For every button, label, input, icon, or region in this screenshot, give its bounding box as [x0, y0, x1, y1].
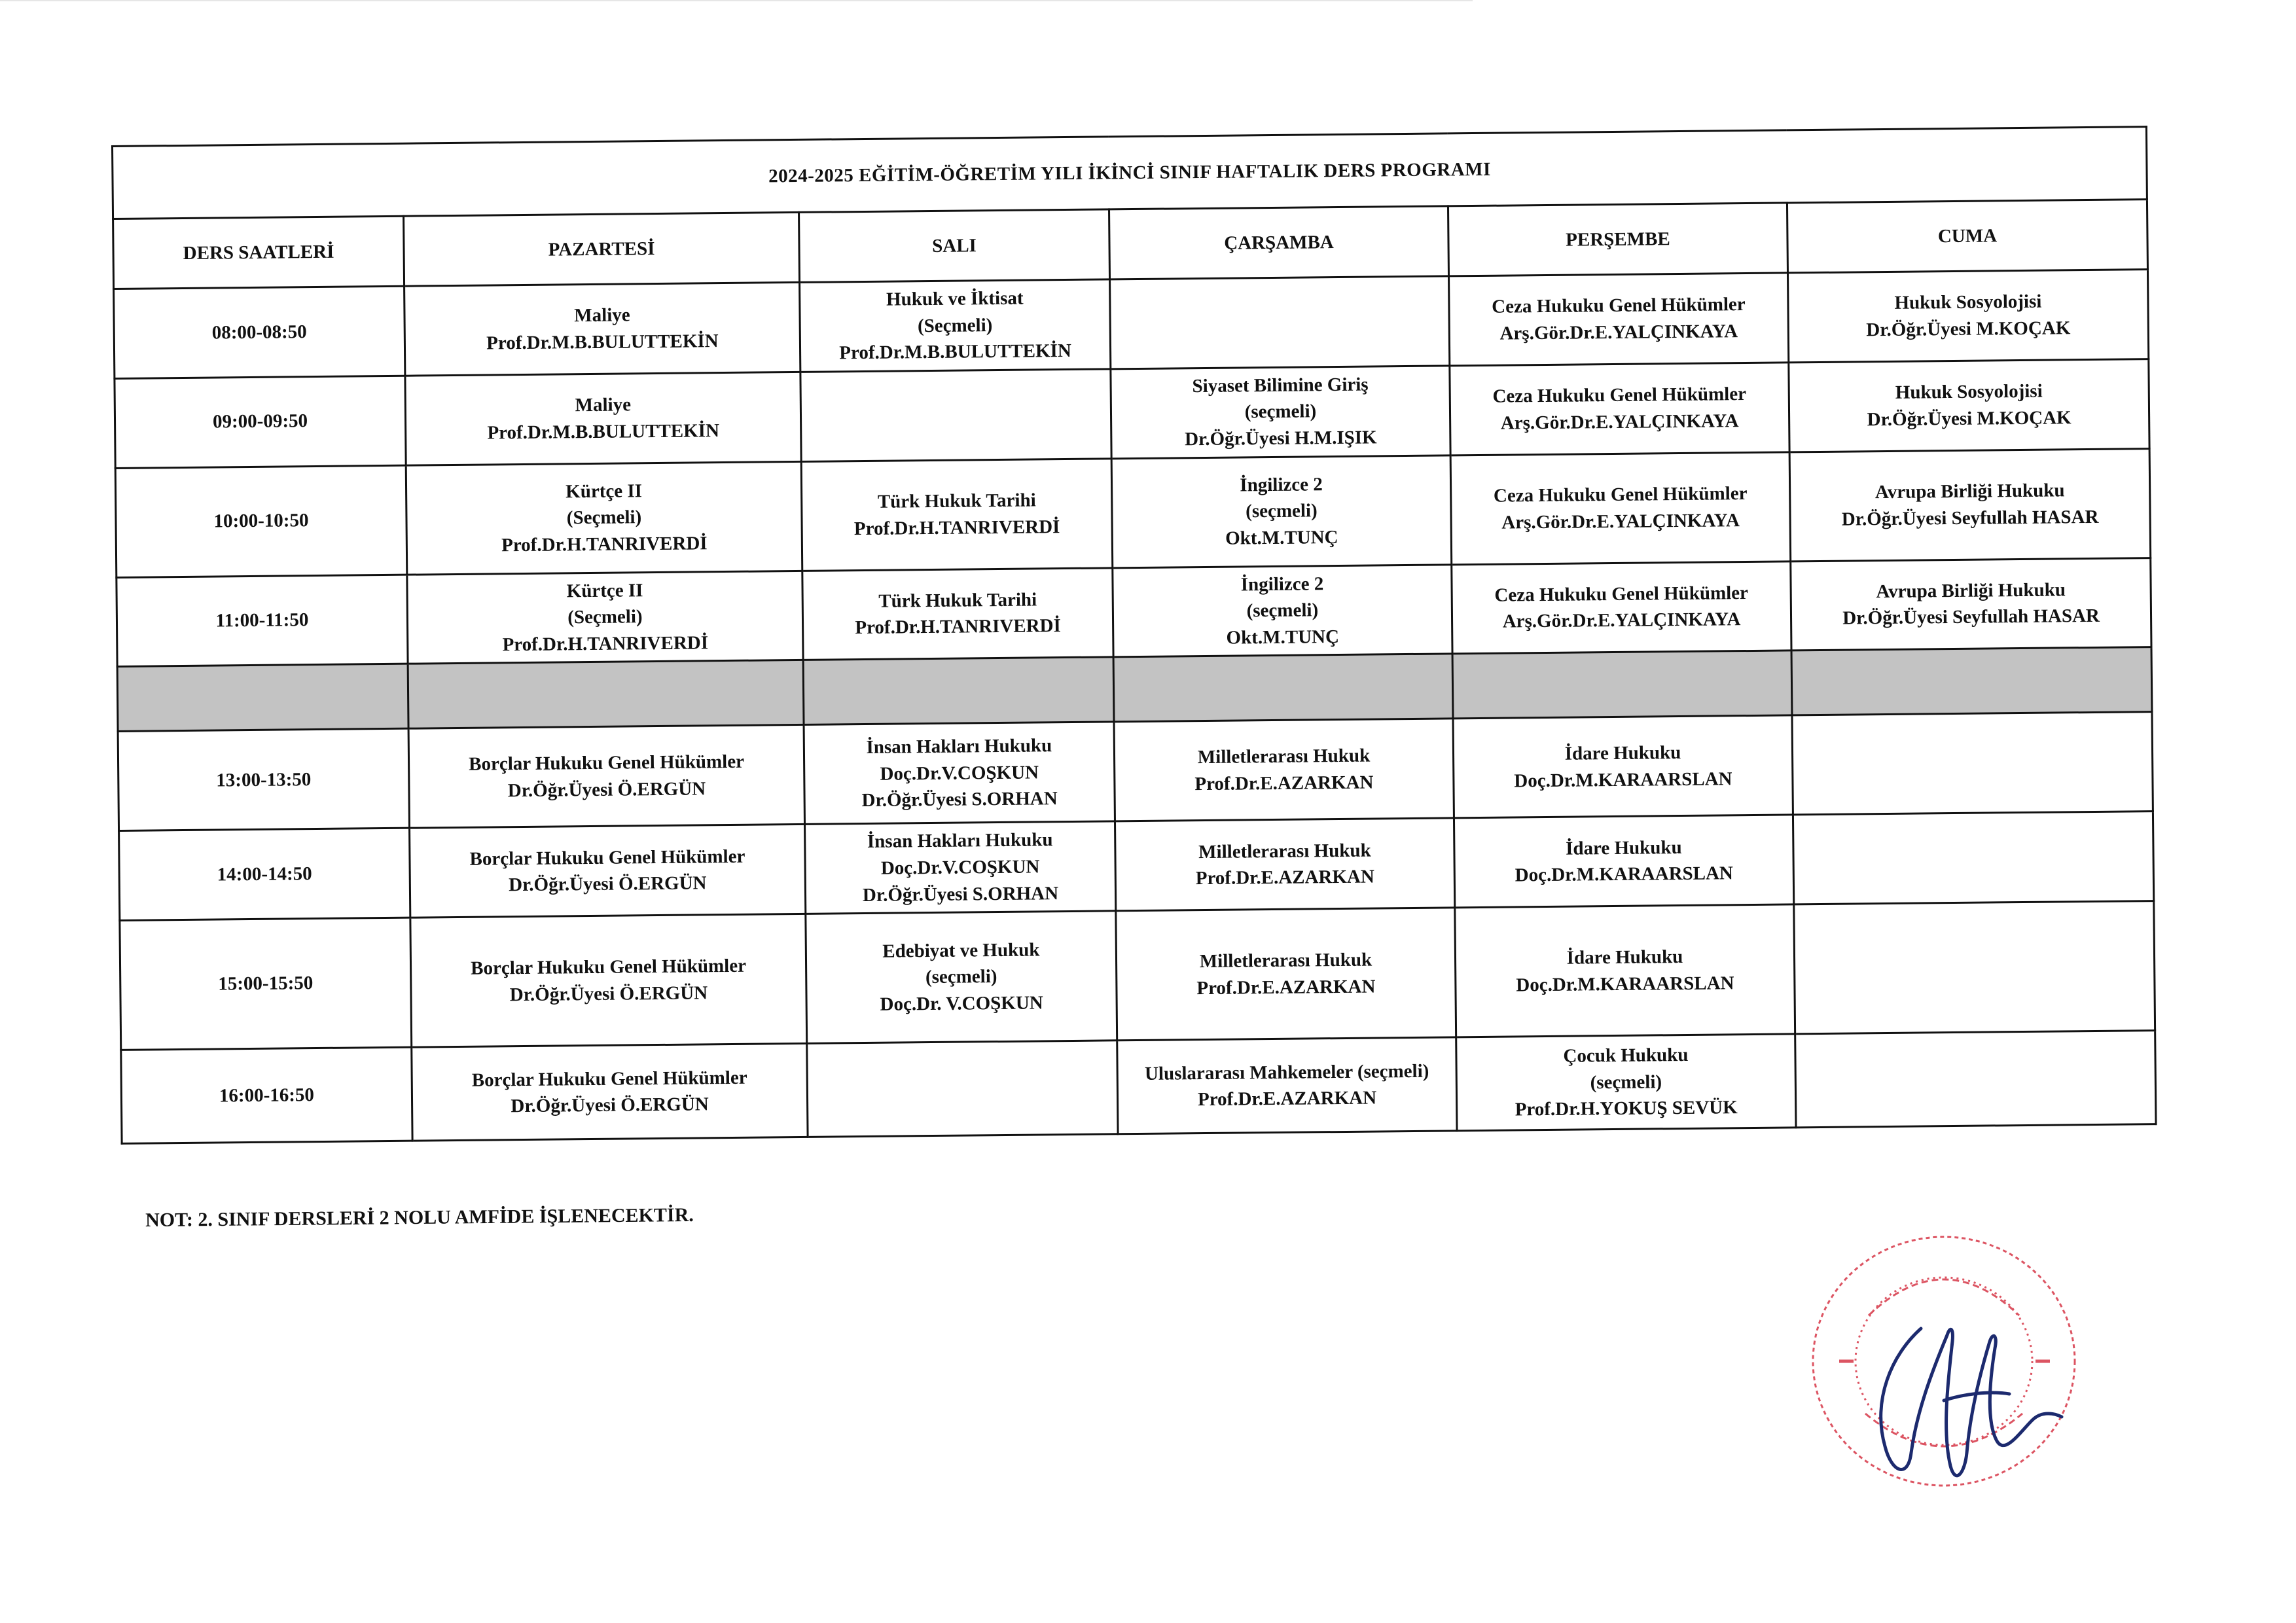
- course-detail: Prof.Dr.E.AZARKAN: [1194, 772, 1374, 794]
- course-detail: Okt.M.TUNÇ: [1226, 626, 1340, 649]
- course-detail: Prof.Dr.H.TANRIVERDİ: [855, 615, 1061, 639]
- course-name: Avrupa Birliği Hukuku: [1874, 480, 2065, 503]
- course-detail: Prof.Dr.E.AZARKAN: [1197, 1087, 1377, 1111]
- course-name: Milletlerarası Hukuk: [1198, 840, 1371, 863]
- course-cell: [800, 279, 1111, 372]
- course-name: Borçlar Hukuku Genel Hükümler: [471, 955, 747, 979]
- course-cell: [404, 282, 800, 376]
- course-name: Hukuk Sosyolojisi: [1895, 380, 2043, 403]
- course-name: Maliye: [574, 304, 630, 327]
- course-detail: Dr.Öğr.Üyesi Ö.ERGÜN: [509, 982, 708, 1005]
- course-cell: [1794, 901, 2155, 1034]
- course-detail: Dr.Öğr.Üyesi Ö.ERGÜN: [509, 872, 707, 896]
- course-name: Ceza Hukuku Genel Hükümler: [1492, 294, 1746, 318]
- lunch-break-cell: [117, 664, 408, 732]
- time-slot: 14:00-14:50: [119, 829, 410, 921]
- course-cell: [1452, 561, 1791, 654]
- course-name: İnsan Hakları Hukuku: [866, 735, 1052, 758]
- course-name: Edebiyat ve Hukuk: [882, 939, 1040, 962]
- course-name: İngilizce 2: [1240, 573, 1324, 596]
- course-name: Hukuk Sosyolojisi: [1894, 291, 2042, 314]
- course-cell: [1450, 363, 1789, 455]
- course-detail: (Seçmeli): [566, 507, 642, 529]
- course-cell: [800, 369, 1111, 461]
- official-stamp-and-signature: [1793, 1204, 2134, 1531]
- course-detail: Prof.Dr.M.B.BULUTTEKİN: [487, 419, 720, 444]
- course-name: Kürtçe II: [566, 579, 643, 601]
- course-detail: Okt.M.TUNÇ: [1225, 526, 1338, 549]
- course-cell: [407, 571, 803, 664]
- course-cell: [1115, 818, 1454, 911]
- schedule-body: [114, 270, 2156, 1144]
- course-name: Borçlar Hukuku Genel Hükümler: [469, 751, 745, 776]
- time-slot: 15:00-15:50: [120, 918, 412, 1050]
- course-detail: (seçmeli): [1246, 500, 1318, 522]
- course-cell: [805, 821, 1116, 914]
- lunch-break-cell: [1113, 654, 1453, 722]
- schedule-table: [111, 126, 2157, 1145]
- course-cell: [1455, 904, 1795, 1037]
- course-cell: [412, 1043, 808, 1141]
- course-detail: Arş.Gör.Dr.E.YALÇINKAYA: [1499, 321, 1738, 344]
- course-detail: Doç.Dr.M.KARAARSLAN: [1515, 863, 1734, 886]
- course-name: İdare Hukuku: [1565, 836, 1682, 859]
- course-detail: Doç.Dr.M.KARAARSLAN: [1516, 972, 1734, 996]
- time-slot: 11:00-11:50: [117, 575, 408, 667]
- course-detail: Prof.Dr.M.B.BULUTTEKİN: [839, 340, 1071, 364]
- course-detail: Dr.Öğr.Üyesi M.KOÇAK: [1867, 406, 2072, 430]
- page-title: 2024-2025 EĞİTİM-ÖĞRETİM YILI İKİNCİ SINIF HAFTALIK DERS PROGRAMI: [113, 127, 2147, 219]
- course-cell: [1793, 812, 2153, 904]
- course-detail: Prof.Dr.H.YOKUŞ SEVÜK: [1515, 1097, 1738, 1120]
- course-detail: Doç.Dr.V.COŞKUN: [880, 856, 1040, 879]
- course-cell: [1111, 366, 1450, 459]
- course-detail: Prof.Dr.H.TANRIVERDİ: [501, 533, 708, 556]
- course-detail: Dr.Öğr.Üyesi Seyfullah HASAR: [1841, 506, 2099, 530]
- course-detail: (seçmeli): [1246, 599, 1319, 622]
- course-cell: [1449, 273, 1789, 366]
- schedule-row: [115, 448, 2151, 577]
- course-detail: Arş.Gör.Dr.E.YALÇINKAYA: [1502, 609, 1741, 633]
- course-name: Türk Hukuk Tarihi: [877, 490, 1036, 512]
- course-cell: [1792, 712, 2153, 815]
- course-cell: [804, 722, 1115, 825]
- course-cell: [1110, 276, 1450, 369]
- course-detail: (Seçmeli): [917, 314, 993, 336]
- course-detail: Prof.Dr.M.B.BULUTTEKİN: [486, 330, 719, 354]
- course-name: Borçlar Hukuku Genel Hükümler: [469, 846, 745, 870]
- course-detail: Prof.Dr.E.AZARKAN: [1196, 976, 1376, 999]
- column-header-wednesday: ÇARŞAMBA: [1109, 206, 1449, 279]
- course-cell: [1787, 270, 2148, 363]
- course-detail: Prof.Dr.H.TANRIVERDİ: [853, 516, 1060, 539]
- course-detail: (Seçmeli): [567, 606, 643, 628]
- course-cell: [1117, 1037, 1457, 1134]
- course-detail: Arş.Gör.Dr.E.YALÇINKAYA: [1501, 509, 1740, 533]
- course-detail: Prof.Dr.E.AZARKAN: [1195, 866, 1375, 889]
- course-name: Milletlerarası Hukuk: [1199, 949, 1372, 972]
- course-name: İnsan Hakları Hukuku: [867, 829, 1053, 853]
- course-detail: (seçmeli): [1244, 401, 1317, 423]
- course-name: Türk Hukuk Tarihi: [878, 589, 1037, 612]
- schedule-row: [120, 901, 2155, 1050]
- course-cell: [1450, 452, 1791, 564]
- course-detail: Doç.Dr.M.KARAARSLAN: [1514, 768, 1732, 792]
- course-name: Çocuk Hukuku: [1563, 1044, 1689, 1067]
- course-name: Borçlar Hukuku Genel Hükümler: [471, 1067, 747, 1091]
- course-cell: [405, 372, 801, 465]
- course-cell: [410, 914, 807, 1047]
- course-name: İngilizce 2: [1240, 473, 1323, 496]
- course-cell: [410, 825, 806, 918]
- course-detail: (seçmeli): [925, 966, 997, 988]
- course-cell: [1111, 455, 1452, 567]
- course-cell: [1453, 715, 1793, 818]
- footer-note: NOT: 2. SINIF DERSLERİ 2 NOLU AMFİDE İŞLENECEKTİR.: [145, 1204, 694, 1231]
- page-top-edge: [0, 0, 1473, 1]
- course-cell: [1791, 558, 2151, 651]
- course-name: Ceza Hukuku Genel Hükümler: [1493, 483, 1748, 507]
- course-name: Milletlerarası Hukuk: [1197, 745, 1371, 768]
- course-detail: Prof.Dr.H.TANRIVERDİ: [502, 632, 709, 656]
- course-name: Ceza Hukuku Genel Hükümler: [1492, 383, 1747, 407]
- time-slot: 16:00-16:50: [121, 1047, 412, 1143]
- course-name: Ceza Hukuku Genel Hükümler: [1494, 582, 1749, 606]
- course-detail: Arş.Gör.Dr.E.YALÇINKAYA: [1500, 410, 1739, 434]
- column-header-tuesday: SALI: [799, 209, 1110, 283]
- course-cell: [406, 461, 802, 575]
- course-name: İdare Hukuku: [1564, 742, 1681, 764]
- course-cell: [807, 1041, 1118, 1137]
- course-name: Maliye: [575, 394, 632, 416]
- schedule-row: [118, 712, 2153, 831]
- course-cell: [1456, 1034, 1796, 1131]
- course-cell: [1114, 719, 1454, 821]
- course-detail: (seçmeli): [1590, 1071, 1662, 1094]
- course-detail: Dr.Öğr.Üyesi Ö.ERGÜN: [507, 778, 706, 802]
- course-cell: [1789, 359, 2149, 452]
- time-slot: 09:00-09:50: [115, 376, 406, 468]
- course-detail: Dr.Öğr.Üyesi Ö.ERGÜN: [511, 1094, 709, 1117]
- course-detail: Dr.Öğr.Üyesi M.KOÇAK: [1866, 317, 2071, 341]
- course-cell: [1113, 564, 1452, 657]
- lunch-break-cell: [803, 657, 1114, 725]
- column-header-time: DERS SAATLERİ: [113, 216, 404, 289]
- column-header-friday: CUMA: [1787, 200, 2147, 273]
- course-detail: Dr.Öğr.Üyesi H.M.IŞIK: [1184, 427, 1377, 450]
- lunch-break-cell: [1791, 647, 2152, 715]
- course-cell: [1454, 815, 1793, 908]
- course-cell: [1116, 908, 1456, 1041]
- lunch-break-cell: [1452, 651, 1792, 719]
- course-detail: Doç.Dr. V.COŞKUN: [880, 992, 1043, 1015]
- course-cell: [408, 725, 804, 829]
- course-name: Avrupa Birliği Hukuku: [1876, 579, 2066, 603]
- course-name: İdare Hukuku: [1566, 946, 1683, 969]
- time-slot: 08:00-08:50: [114, 286, 405, 378]
- course-cell: [802, 567, 1113, 660]
- time-slot: 13:00-13:50: [118, 729, 409, 831]
- course-detail: Dr.Öğr.Üyesi S.ORHAN: [861, 788, 1058, 812]
- schedule-row: [121, 1031, 2156, 1144]
- course-name: Uluslararası Mahkemeler (seçmeli): [1144, 1060, 1429, 1084]
- lunch-break-cell: [408, 660, 804, 729]
- course-cell: [1789, 448, 2151, 561]
- schedule-sheet: [111, 126, 2155, 1145]
- column-header-monday: PAZARTESİ: [404, 212, 800, 286]
- course-name: Hukuk ve İktisat: [886, 287, 1024, 310]
- course-detail: Dr.Öğr.Üyesi S.ORHAN: [862, 882, 1059, 906]
- course-cell: [806, 911, 1117, 1044]
- time-slot: 10:00-10:50: [115, 465, 407, 577]
- course-cell: [801, 458, 1113, 571]
- course-name: Siyaset Bilimine Giriş: [1192, 374, 1369, 397]
- course-name: Kürtçe II: [565, 480, 643, 503]
- course-cell: [1795, 1031, 2156, 1128]
- column-header-thursday: PERŞEMBE: [1448, 203, 1787, 276]
- course-detail: Doç.Dr.V.COŞKUN: [880, 761, 1039, 785]
- course-detail: Dr.Öğr.Üyesi Seyfullah HASAR: [1842, 605, 2100, 630]
